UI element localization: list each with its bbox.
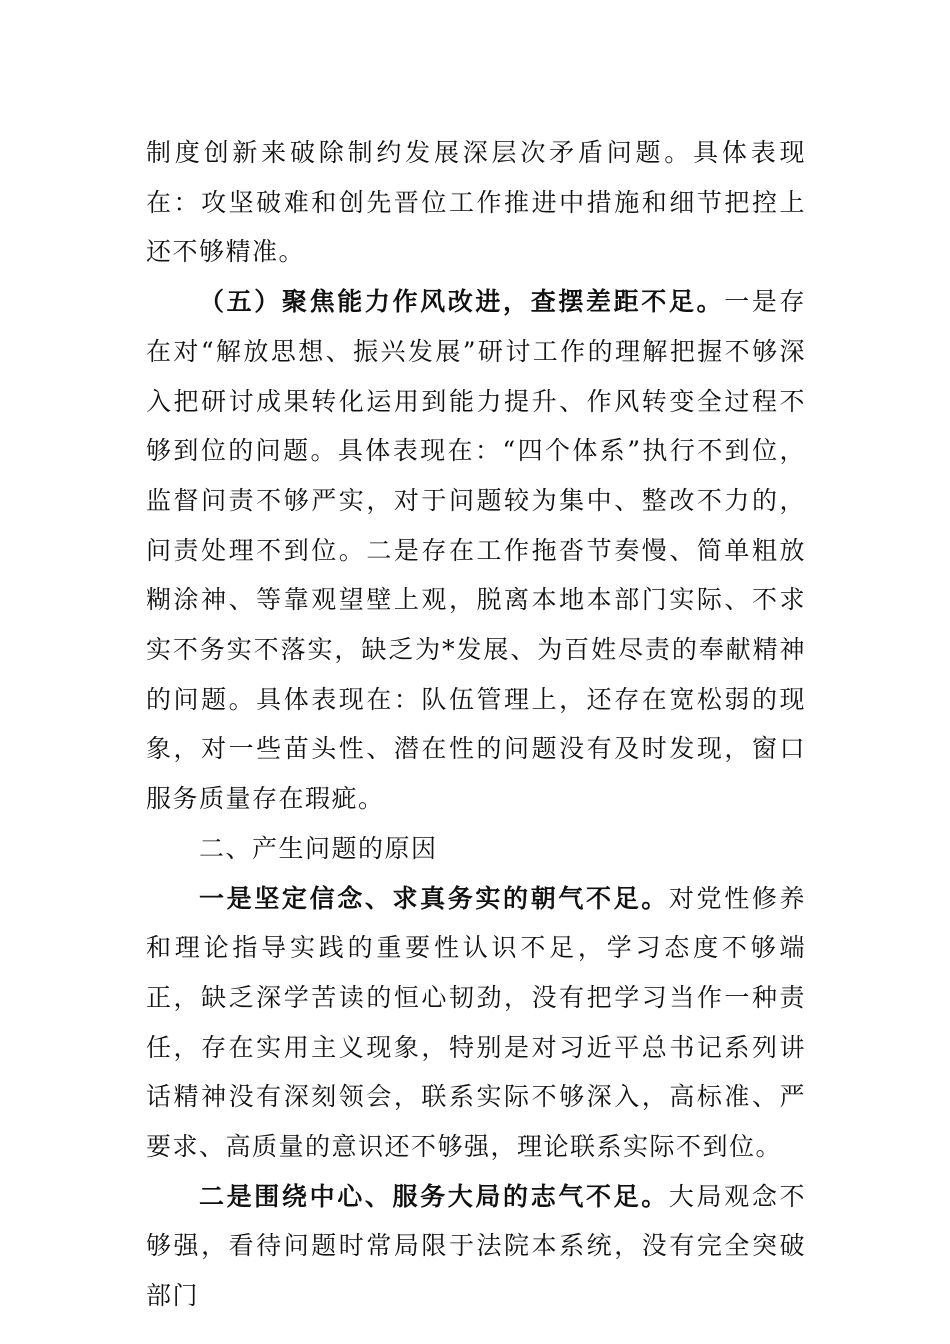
cause1-paragraph xyxy=(146,874,806,1172)
cause1-body: 对党性修养和理论指导实践的重要性认识不足，学习态度不够端正，缺乏深学苦读的恒心韧劲，没有把学习当作一种责任，存在实用主义现象，特别是对习近平总书记系列讲话精神没有深刻领会，联系实际不够深入，高标准、严要求、高质量的意识还不够强，理论联系实际不到位。 xyxy=(146,883,806,1162)
cause1-heading: 一是坚定信念、求真务实的朝气不足。 xyxy=(199,883,669,913)
section5-body: 一是存在对“解放思想、振兴发展”研讨工作的理解把握不够深入把研讨成果转化运用到能力提升、作风转变全过程不够到位的问题。具体表现在：“四个体系”执行不到位，监督问责不够严实，对于问题较为集中、整改不力的，问责处理不到位。二是存在工作拖沓节奏慢、简单粗放糊涂神、等靠观望壁上观，脱离本地本部门实际、不求实不务实不落实，缺乏为*发展、为百姓尽责的奉献精神的问题。具体表现在：队伍管理上，还存在宽松弱的现象，对一些苗头性、潜在性的问题没有及时发现，窗口服务质量存在瑕疵。 xyxy=(146,287,806,814)
cause2-heading: 二是围绕中心、服务大局的志气不足。 xyxy=(199,1181,669,1211)
document-body xyxy=(146,128,806,1321)
continuation-text: 制度创新来破除制约发展深层次矛盾问题。具体表现在：攻坚破难和创先晋位工作推进中措施和细节把控上还不够精准。 xyxy=(146,138,806,267)
cause2-body: 大局观念不够强，看待问题时常局限于法院本系统，没有完全突破部门 xyxy=(146,1181,806,1311)
continuation-paragraph xyxy=(146,128,806,277)
section5-paragraph xyxy=(146,277,806,824)
section5-heading: （五）聚焦能力作风改进，查摆差距不足。 xyxy=(199,287,725,317)
cause2-paragraph xyxy=(146,1172,806,1321)
part2-title-text: 二、产生问题的原因 xyxy=(199,833,438,863)
part2-title xyxy=(146,824,806,874)
